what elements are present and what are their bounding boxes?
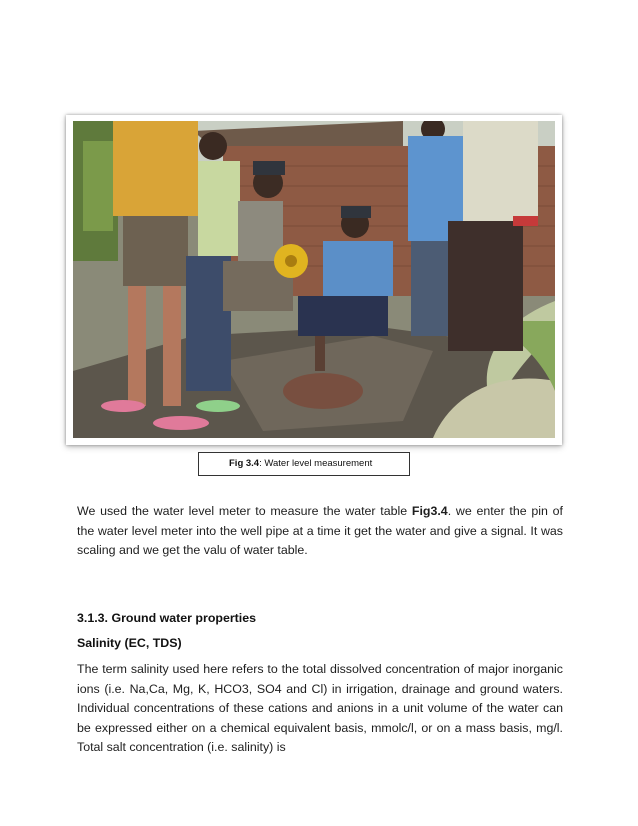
subsection-heading: Salinity (EC, TDS) bbox=[77, 636, 182, 650]
field-photo bbox=[73, 121, 555, 438]
figure-reference: Fig3.4 bbox=[411, 504, 448, 518]
figure-frame bbox=[66, 115, 562, 445]
paragraph-salinity: The term salinity used here refers to the total dissolved concentration of major inorganic ions (i.e. Na,Ca, Mg, K, HCO3, SO4 and Cl) in irrigation, drainage and ground waters. Individual concentrations of these cations and anions in a unit volume of the water can be expressed either on a chemical equivalent basis, mmolc/l, or on a mass basis, mg/l. Total salt concentration (i.e. salinity) is bbox=[77, 662, 563, 754]
paragraph1-before: We used the water level meter to measure the water table bbox=[77, 504, 412, 518]
caption-text: : Water level measurement bbox=[259, 458, 373, 469]
paragraph-water-level bbox=[77, 502, 563, 561]
figure-caption bbox=[198, 452, 410, 476]
caption-label: Fig 3.4 bbox=[229, 458, 260, 469]
section-heading: 3.1.3. Ground water properties bbox=[77, 611, 257, 625]
paragraph1-after: . we enter the pin of the water level meter into the well pipe at a time it get the water and give a signal. It was scaling and we get the valu of water table. bbox=[77, 504, 563, 557]
